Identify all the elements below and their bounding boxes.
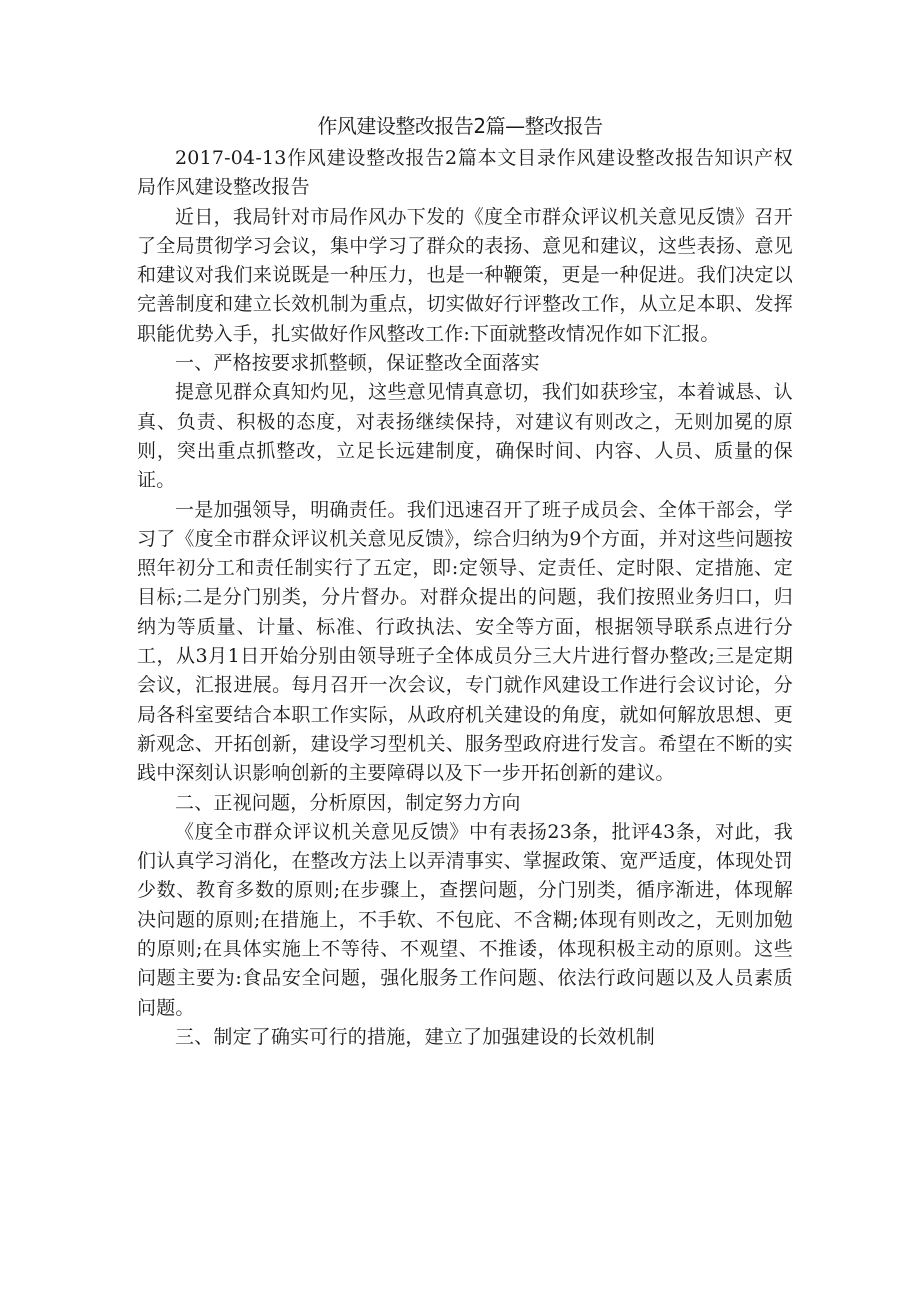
body-paragraph: 《度全市群众评议机关意见反馈》中有表扬23条，批评43条，对此，我们认真学习消化，在整改方法上以弄清事实、掌握政策、宽严适度，体现处罚少数、教育多数的原则;在步骤上，查摆问题，分门别类，循序渐进，体现解决问题的原则;在措施上，不手软、不包庇、不含糊;体现有则改之，无则加勉的原则;在具体实施上不等待、不观望、不推诿，体现积极主动的原则。这些问题主要为:食品安全问题，强化服务工作问题、依法行政问题以及人员素质问题。 <box>137 820 793 1019</box>
body-paragraph: 提意见群众真知灼见，这些意见情真意切，我们如获珍宝，本着诚恳、认真、负责、积极的态度，对表扬继续保持，对建议有则改之，无则加冕的原则，突出重点抓整改，立足长远建制度，确保时间、内容、人员、质量的保证。 <box>137 381 793 492</box>
document-body <box>137 144 793 1052</box>
section-heading-1: 一、严格按要求抓整顿，保证整改全面落实 <box>175 352 540 375</box>
section-heading-2: 二、正视问题，分析原因，制定努力方向 <box>175 791 521 814</box>
date-intro-paragraph: 2017-04-13作风建设整改报告2篇本文目录作风建设整改报告知识产权局作风建设整改报告 <box>137 147 793 199</box>
body-paragraph: 一是加强领导，明确责任。我们迅速召开了班子成员会、全体干部会，学习了《度全市群众评议机关意见反馈》，综合归纳为9个方面，并对这些问题按照年初分工和责任制实行了五定，即:定领导、定责任、定时限、定措施、定目标;二是分门别类，分片督办。对群众提出的问题，我们按照业务归口，归纳为等质量、计量、标准、行政执法、安全等方面，根据领导联系点进行分工，从3月1日开始分别由领导班子全体成员分三大片进行督办整改;三是定期会议，汇报进展。每月召开一次会议，专门就作风建设工作进行会议讨论，分局各科室要结合本职工作实际，从政府机关建设的角度，就如何解放思想、更新观念、开拓创新，建设学习型机关、服务型政府进行发言。希望在不断的实践中深刻认识影响创新的主要障碍以及下一步开拓创新的建议。 <box>137 498 793 785</box>
section-heading-3: 三、制定了确实可行的措施，建立了加强建设的长效机制 <box>175 1025 656 1048</box>
document-title: 作风建设整改报告2篇—整改报告 <box>317 114 603 138</box>
body-paragraph: 近日，我局针对市局作风办下发的《度全市群众评议机关意见反馈》召开了全局贯彻学习会议，集中学习了群众的表扬、意见和建议，这些表扬、意见和建议对我们来说既是一种压力，也是一种鞭策，更是一种促进。我们决定以完善制度和建立长效机制为重点，切实做好行评整改工作，从立足本职、发挥职能优势入手，扎实做好作风整改工作:下面就整改情况作如下汇报。 <box>137 205 793 345</box>
